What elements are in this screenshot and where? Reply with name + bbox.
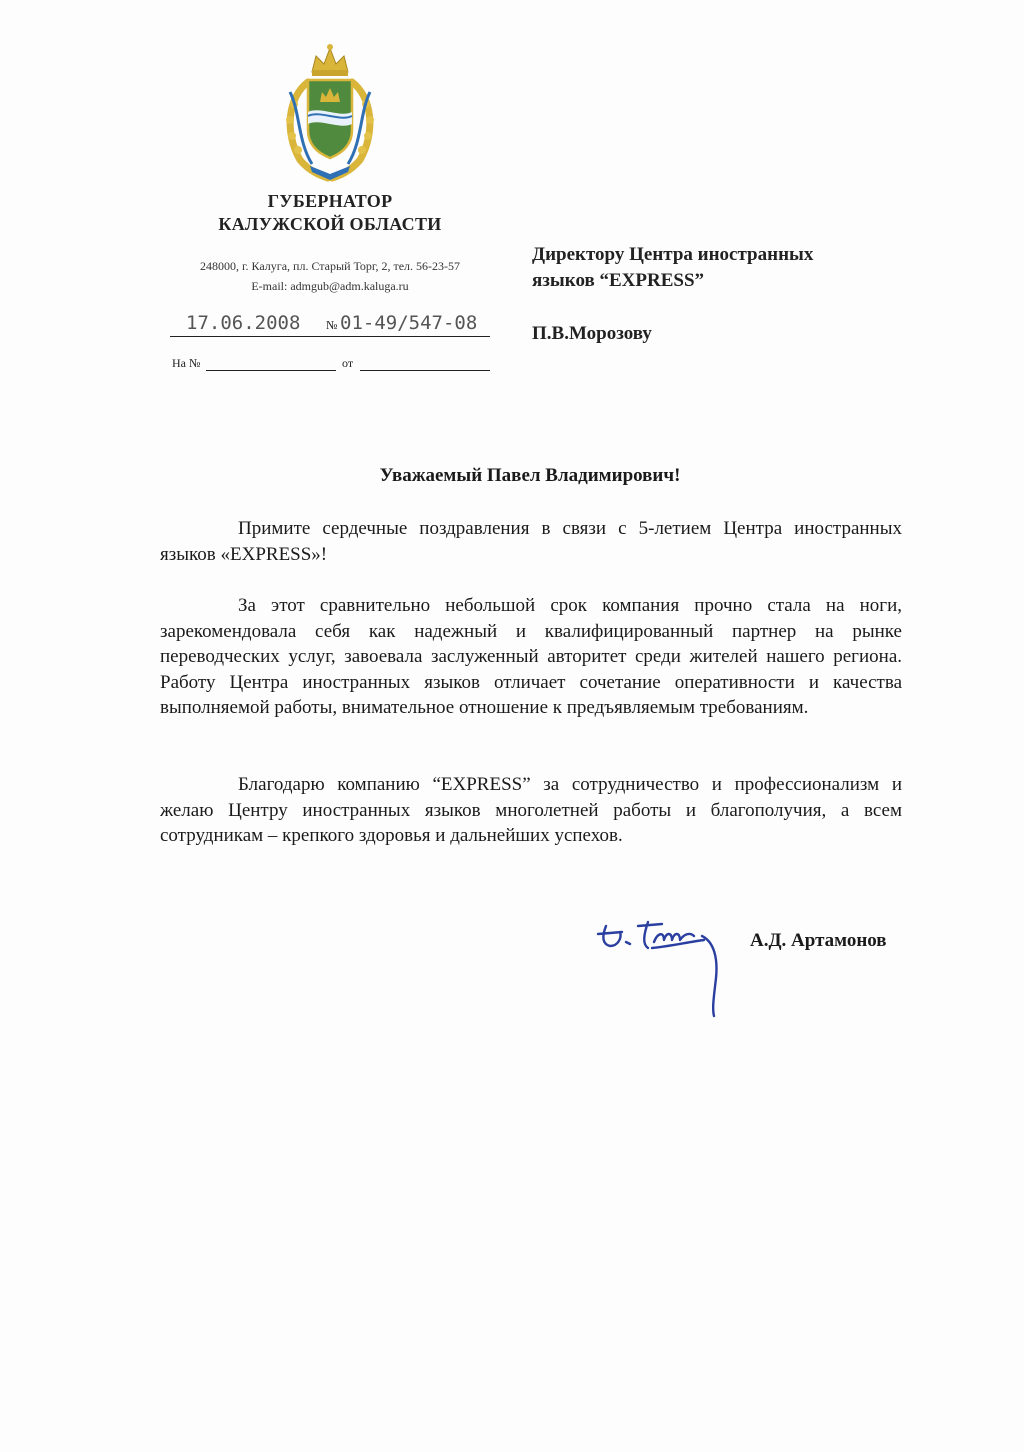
organization-contacts [160, 256, 500, 296]
addressee-block [532, 242, 952, 347]
organization-email: E-mail: admgub@adm.kaluga.ru [251, 279, 409, 293]
registration-number-label: № [326, 318, 338, 332]
organization-title [180, 190, 480, 236]
addressee-line1: Директору Центра иностранных [532, 244, 814, 265]
addressee-line2: языков “EXPRESS” [532, 270, 705, 291]
handwritten-signature-icon [592, 912, 732, 1022]
letter-paragraph-1: Примите сердечные поздравления в связи с 5-летием Центра иностранных языков «EXPRESS»! [160, 518, 902, 565]
reference-date-label: от [342, 356, 354, 370]
signer-name: А.Д. Артамонов [750, 930, 887, 951]
organization-address: 248000, г. Калуга, пл. Старый Торг, 2, тел. 56-23-57 [199, 259, 461, 273]
kaluga-coat-of-arms-emblem-icon [270, 42, 390, 182]
reference-line [172, 356, 492, 374]
registration-date: 17.06.2008 [186, 312, 301, 334]
letter-paragraph-3: Благодарю компанию “EXPRESS” за сотрудничество и профессионализм и желаю Центру иностранных языков многолетней работы и благополучия, а всем сотрудникам – крепкого здоровья и дальнейших успехов. [160, 774, 902, 846]
registration-line [170, 312, 490, 337]
reference-date-blank [360, 370, 490, 371]
reference-number-label: На № [172, 356, 201, 370]
organization-title-line1: ГУБЕРНАТОР [267, 191, 393, 211]
registration-number: 01-49/547-08 [340, 312, 478, 334]
addressee-recipient: П.В.Морозову [532, 323, 652, 344]
reference-number-blank [206, 370, 336, 371]
letter-paragraph-2: За этот сравнительно небольшой срок компания прочно стала на ноги, зарекомендовала себя как надежный и квалифицированный партнер на рынке переводческих услуг, завоевала заслуженный авторитет среди жителей нашего региона. Работу Центра иностранных языков отличает сочетание оперативности и качества выполняемой работы, внимательное отношение к предъявляемым требованиям. [160, 595, 902, 718]
letter-salutation: Уважаемый Павел Владимирович! [379, 465, 681, 486]
organization-title-line2: КАЛУЖСКОЙ ОБЛАСТИ [218, 214, 442, 234]
